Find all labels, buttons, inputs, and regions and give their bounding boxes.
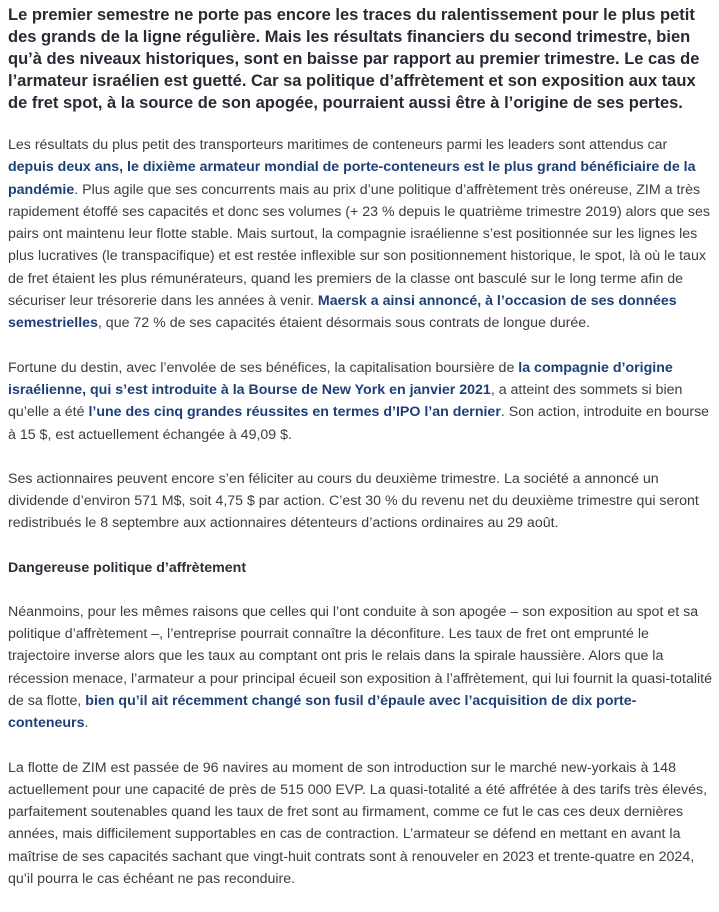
link-pandemic-beneficiary[interactable]: depuis deux ans, le dixième armateur mondial de porte-conteneurs est le plus grand bénéficiaire de la pandémie: [8, 159, 696, 198]
link-maersk-announcement[interactable]: Maersk a ainsi annoncé, à l’occasion de ses données semestrielles: [8, 293, 677, 332]
paragraph-1-text-b: . Plus agile que ses concurrents mais au prix d’une politique d’affrètement très onéreuse, ZIM a très rapidement étoffé ses capacités et donc ses volumes (+ 23 % depuis le quatrième trimestre 2019) alors que ses pairs ont maintenu leur flotte stable. Mais surtout, la compagnie israélienne s’est positionnée sur les lignes les plus lucratives (le transpacifique) et est restée inflexible sur son positionnement historique, le spot, là où le taux de fret étaient les plus rémunérateurs, quand les premiers de la classe ont basculé sur le long terme afin de sécuriser leur trésorerie dans les années à venir.: [8, 181, 710, 310]
paragraph-3: Ses actionnaires peuvent encore s’en féliciter au cours du deuxième trimestre. La société a annoncé un dividende d’environ 571 M$, soit 4,75 $ par action. C’est 30 % du revenu net du deuxième trimestre qui seront redistribués le 8 septembre aux actionnaires détenteurs d’actions ordinaires au 29 août.: [8, 470, 699, 532]
paragraph-2-text-c: . Son action, introduite en bourse à 15 $, est actuellement échangée à 49,09 $.: [8, 404, 710, 443]
link-ship-acquisition[interactable]: bien qu’il ait récemment changé son fusil d’épaule avec l’acquisition de dix porte-conteneurs: [8, 692, 637, 732]
paragraph-4: [8, 601, 712, 735]
paragraph-1-text-c: , que 72 % de ses capacités étaient désormais sous contrats de longue durée.: [97, 315, 591, 332]
paragraph-2-text-a: Fortune du destin, avec l’envolée de ses bénéfices, la capitalisation boursière de: [8, 359, 519, 376]
paragraph-1-text-a: Les résultats du plus petit des transporteurs maritimes de conteneurs parmi les leaders sont attendus car: [8, 137, 668, 153]
paragraph-1: [8, 134, 712, 335]
paragraph-4-text-b: .: [84, 715, 89, 732]
paragraph-4-text-a: Néanmoins, pour les mêmes raisons que celles qui l’ont conduite à son apogée – son exposition au spot et sa politique d’affrètement –, l’entreprise pourrait connaître la déconfiture. Les taux de fret ont emprunté le trajectoire inverse alors que les taux au comptant ont pris le relais dans la spirale haussière. Alors que la récession menace, l’armateur a pour principal écueil son exposition à l’affrètement, qui lui fournit la quasi-totalité de sa flotte,: [8, 603, 712, 709]
section-subheading: Dangereuse politique d’affrètement: [8, 559, 247, 576]
paragraph-5: La flotte de ZIM est passée de 96 navires au moment de son introduction sur le marché new-yorkais à 148 actuellement pour une capacité de près de 515 000 EVP. La quasi-totalité a été affrétée à des tarifs très élevés, parfaitement soutenables quand les taux de fret sont au firmament, comme ce fut le cas ces deux dernières années, mais difficilement supportables en cas de contraction. L’armateur se défend en mettant en avant la maîtrise de ses capacités sachant que vingt-huit contrats sont à renouveler en 2023 et trente-quatre en 2024, qu’il pourra le cas échéant ne pas reconduire.: [8, 759, 708, 888]
paragraph-2: [8, 357, 712, 446]
link-nyse-introduction[interactable]: la compagnie d’origine israélienne, qui s’est introduite à la Bourse de New York en janvier 2021: [8, 359, 673, 398]
link-ipo-success[interactable]: l’une des cinq grandes réussites en termes d’IPO l’an dernier: [88, 404, 501, 421]
paragraph-2-text-b: , a atteint des sommets si bien qu’elle a été: [8, 381, 683, 421]
article-lead: Le premier semestre ne porte pas encore les traces du ralentissement pour le plus petit des grands de la ligne régulière. Mais les résultats financiers du second trimestre, bien qu’à des niveaux historiques, sont en baisse par rapport au premier trimestre. Le cas de l’armateur israélien est guetté. Car sa politique d’affrètement et son exposition aux taux de fret spot, à la source de son apogée, pourraient aussi être à l’origine de ses pertes.: [8, 6, 700, 112]
article: [8, 4, 712, 912]
